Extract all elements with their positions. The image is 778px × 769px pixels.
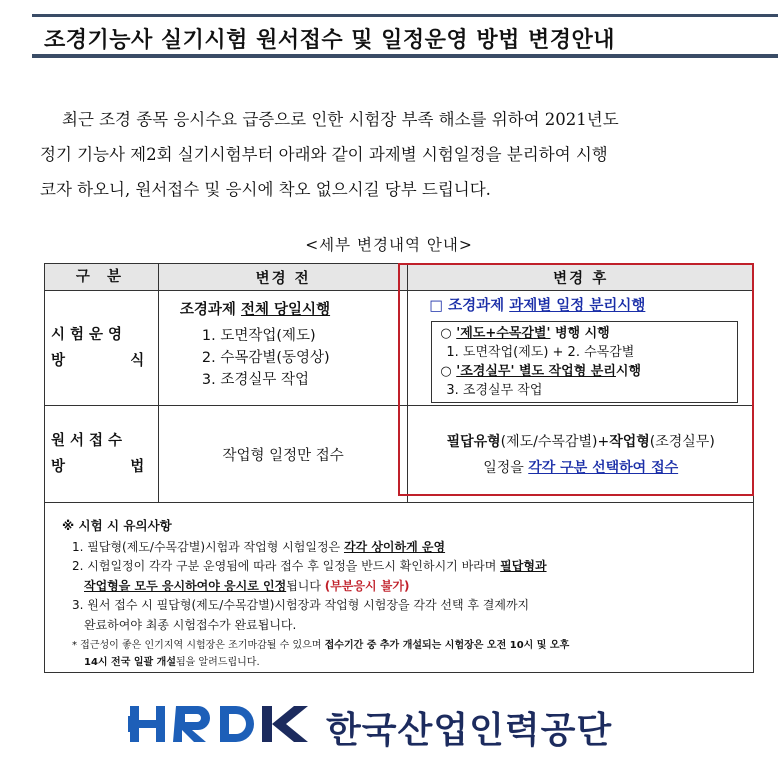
document-title: 조경기능사 실기시험 원서접수 및 일정운영 방법 변경안내	[44, 28, 616, 53]
before-operation-list	[202, 325, 406, 391]
after-registration-cell	[408, 406, 754, 503]
notes-cell	[45, 503, 754, 673]
org-name: 한국산업인력공단	[326, 710, 613, 751]
intro-line: 정기 기능사 제2회 실기시험부터 아래와 같이 과제별 시험일정을 분리하여 시행	[40, 145, 608, 164]
row-label-operation	[45, 291, 159, 406]
after-registration-line2: 일정을 각각 구분 선택하여 접수	[483, 460, 679, 476]
row-label-registration	[45, 406, 159, 503]
list-item: 3. 조경실무 작업	[201, 371, 310, 388]
note-item-continued: 완료하여야 최종 시험접수가 완료됩니다.	[84, 617, 297, 632]
section-title: <세부 변경내역 안내>	[305, 236, 473, 254]
table-row-notes	[45, 503, 754, 673]
change-details-table	[44, 263, 754, 673]
header-category: 구 분	[45, 264, 159, 291]
row-label-line: 방 법	[51, 459, 150, 475]
after-operation-heading: □ 조경과제 과제별 일정 분리시행	[429, 297, 646, 314]
table-row-operation	[45, 291, 754, 406]
note-item: 1. 필답형(제도/수목감별)시험과 작업형 시험일정은 각각 상이하게 운영	[72, 539, 446, 554]
sub-heading: ○ '조경실무' 별도 작업형 분리시행	[440, 363, 642, 379]
note-item: 2. 시험일정이 각각 구분 운영됨에 따라 접수 후 일정을 반드시 확인하시기 바라며 필답형과	[72, 559, 547, 573]
hrdk-logo-mark	[128, 702, 318, 746]
before-registration-cell: 작업형 일정만 접수	[158, 406, 407, 503]
after-registration-line1: 필답유형(제도/수목감별)+작업형(조경실무)	[446, 434, 715, 450]
document-title-box	[32, 14, 778, 58]
note-footnote-continued: 14시 전국 일괄 개설됨을 알려드립니다.	[84, 657, 260, 668]
intro-line: 코자 하오니, 원서접수 및 응시에 착오 없으시길 당부 드립니다.	[40, 180, 491, 199]
after-operation-cell	[408, 291, 754, 406]
notes-title: ※ 시험 시 유의사항	[62, 518, 172, 533]
list-item: 1. 도면작업(제도)	[201, 327, 316, 344]
before-operation-cell	[158, 291, 407, 406]
list-item: 1. 도면작업(제도) + 2. 수목감별	[446, 344, 635, 360]
table-row-registration	[45, 406, 754, 503]
list-item: 2. 수목감별(동영상)	[201, 349, 330, 366]
after-operation-detail-box	[431, 321, 738, 403]
note-item-continued: 작업형을 모두 응시하여야 응시로 인정됩니다 (부분응시 불가)	[84, 578, 410, 593]
header-after: 변경 후	[408, 264, 754, 291]
before-operation-heading: 조경과제 전체 당일시행	[179, 301, 331, 318]
row-label-line: 시험운영	[51, 327, 128, 343]
note-footnote: * 접근성이 좋은 인기지역 시험장은 조기마감될 수 있으며 접수기간 중 추가 개설되는 시험장은 오전 10시 및 오후	[72, 640, 570, 651]
sub-heading: ○ '제도+수목감별' 병행 시행	[440, 325, 610, 341]
header-before: 변경 전	[158, 264, 407, 291]
row-label-line: 방 식	[51, 353, 150, 369]
note-item: 3. 원서 접수 시 필답형(제도/수목감별)시험장과 작업형 시험장을 각각 선택 후 결제까지	[72, 598, 530, 612]
intro-paragraph	[40, 102, 778, 207]
list-item: 3. 조경실무 작업	[446, 382, 543, 398]
intro-line: 최근 조경 종목 응시수요 급증으로 인한 시험장 부족 해소를 위하여 2021년도	[62, 110, 619, 129]
table-header-row	[45, 264, 754, 291]
row-label-line: 원서접수	[51, 433, 128, 449]
